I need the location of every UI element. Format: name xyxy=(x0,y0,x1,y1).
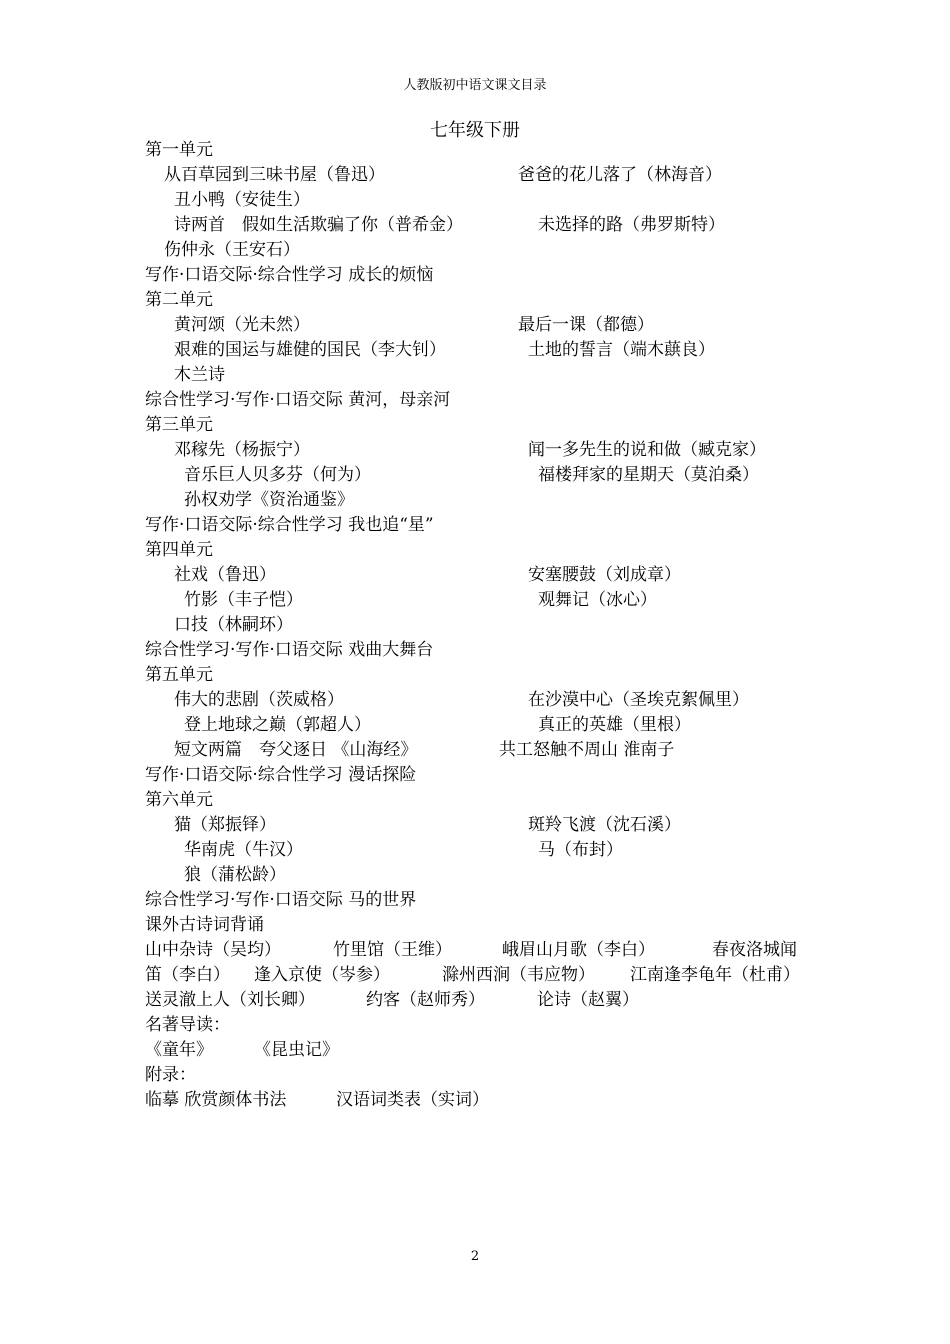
poem-item: 论诗（赵翼） xyxy=(537,990,639,1010)
poem-item: 竹里馆（王维） xyxy=(333,940,452,960)
lesson-title: 爸爸的花儿落了（林海音） xyxy=(518,165,722,185)
page-header: 人教版初中语文课文目录 xyxy=(403,78,547,93)
lesson-title: 真正的英雄（里根） xyxy=(538,715,691,735)
unit-5-activity: 写作·口语交际·综合性学习 漫话探险 xyxy=(145,765,417,785)
unit-5-heading: 第五单元 xyxy=(145,665,213,685)
extra-poems-heading: 课外古诗词背诵 xyxy=(145,915,264,935)
lesson-title: 土地的誓言（端木蕻良） xyxy=(528,340,715,360)
lesson-title: 竹影（丰子恺） xyxy=(184,590,303,610)
poem-item: 笛（李白） xyxy=(145,965,230,985)
lesson-title: 猫（郑振铎） xyxy=(174,815,276,835)
unit-4-heading: 第四单元 xyxy=(145,540,213,560)
lesson-title: 木兰诗 xyxy=(174,365,225,385)
appendix-heading: 附录： xyxy=(145,1065,196,1085)
lesson-title: 登上地球之巅（郭超人） xyxy=(184,715,371,735)
unit-2-activity: 综合性学习·写作·口语交际 黄河，母亲河 xyxy=(145,390,451,410)
lesson-title: 社戏（鲁迅） xyxy=(174,565,276,585)
appendix-item: 临摹 欣赏颜体书法 xyxy=(145,1090,287,1110)
appendix-item: 汉语词类表（实词） xyxy=(336,1090,489,1110)
unit-4-activity: 综合性学习·写作·口语交际 戏曲大舞台 xyxy=(145,640,434,660)
poem-item: 山中杂诗（吴均） xyxy=(145,940,281,960)
unit-3-activity: 写作·口语交际·综合性学习 我也追“星” xyxy=(145,515,434,535)
lesson-title: 观舞记（冰心） xyxy=(538,590,657,610)
lesson-title: 伟大的悲剧（茨威格） xyxy=(174,690,344,710)
unit-3-heading: 第三单元 xyxy=(145,415,213,435)
lesson-title: 丑小鸭（安徒生） xyxy=(174,190,310,210)
unit-2-heading: 第二单元 xyxy=(145,290,213,310)
lesson-title: 诗两首 假如生活欺骗了你（普希金） xyxy=(174,215,463,235)
unit-6-activity: 综合性学习·写作·口语交际 马的世界 xyxy=(145,890,417,910)
lesson-title: 在沙漠中心（圣埃克絮佩里） xyxy=(528,690,749,710)
lesson-title: 斑羚飞渡（沈石溪） xyxy=(528,815,681,835)
lesson-title: 狼（蒲松龄） xyxy=(184,865,286,885)
lesson-title: 从百草园到三味书屋（鲁迅） xyxy=(164,165,385,185)
lesson-title: 马（布封） xyxy=(538,840,623,860)
page-number: 2 xyxy=(470,1249,480,1264)
poem-item: 送灵澈上人（刘长卿） xyxy=(145,990,315,1010)
lesson-title: 艰难的国运与雄健的国民（李大钊） xyxy=(174,340,446,360)
lesson-title: 音乐巨人贝多芬（何为） xyxy=(184,465,371,485)
classic-item: 《童年》 xyxy=(145,1040,213,1060)
lesson-title: 安塞腰鼓（刘成章） xyxy=(528,565,681,585)
lesson-title: 孙权劝学《资治通鉴》 xyxy=(184,490,354,510)
poem-item: 江南逢李龟年（杜甫） xyxy=(630,965,800,985)
lesson-title: 短文两篇 夸父逐日 《山海经》 xyxy=(174,740,418,760)
lesson-title: 福楼拜家的星期天（莫泊桑） xyxy=(538,465,759,485)
classic-item: 《昆虫记》 xyxy=(254,1040,339,1060)
page-title: 七年级下册 xyxy=(430,120,520,141)
classics-heading: 名著导读： xyxy=(145,1015,230,1035)
poem-item: 春夜洛城闻 xyxy=(712,940,797,960)
lesson-title: 未选择的路（弗罗斯特） xyxy=(538,215,725,235)
poem-item: 峨眉山月歌（李白） xyxy=(502,940,655,960)
unit-6-heading: 第六单元 xyxy=(145,790,213,810)
unit-1-heading: 第一单元 xyxy=(145,140,213,160)
lesson-title: 伤仲永（王安石） xyxy=(164,240,300,260)
lesson-title: 黄河颂（光未然） xyxy=(174,315,310,335)
poem-item: 逢入京使（岑参） xyxy=(254,965,390,985)
lesson-title: 口技（林嗣环） xyxy=(174,615,293,635)
lesson-title: 共工怒触不周山 淮南子 xyxy=(499,740,675,760)
lesson-title: 华南虎（牛汉） xyxy=(184,840,303,860)
lesson-title: 最后一课（都德） xyxy=(518,315,654,335)
poem-item: 滁州西涧（韦应物） xyxy=(442,965,595,985)
unit-1-activity: 写作·口语交际·综合性学习 成长的烦恼 xyxy=(145,265,434,285)
poem-item: 约客（赵师秀） xyxy=(366,990,485,1010)
lesson-title: 邓稼先（杨振宁） xyxy=(174,440,310,460)
lesson-title: 闻一多先生的说和做（臧克家） xyxy=(528,440,766,460)
